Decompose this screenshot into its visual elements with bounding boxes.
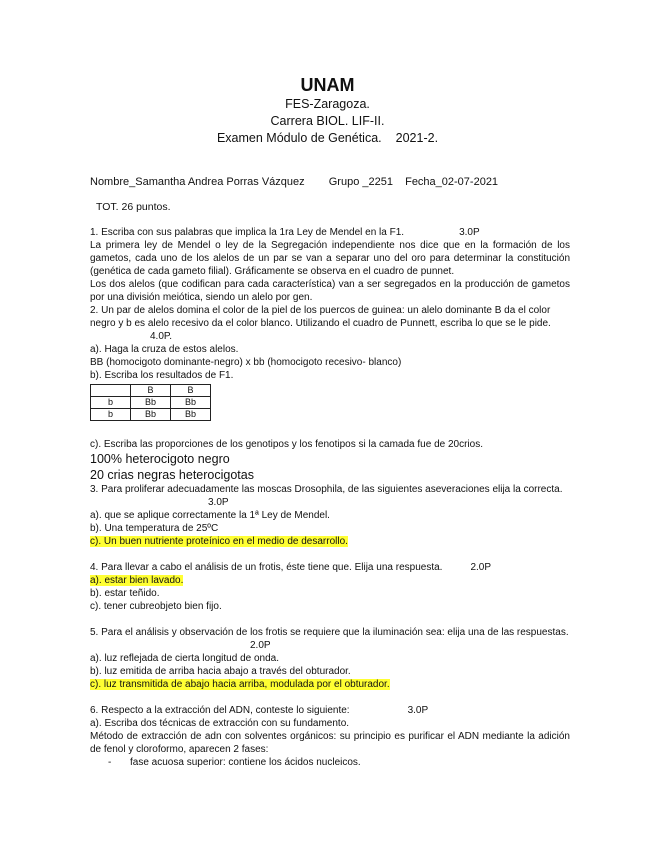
q2-points: 4.0P. [150, 331, 173, 342]
exam-body [90, 175, 570, 769]
q3-option-b: b). Una temperatura de 25ºC [90, 523, 219, 534]
exam-period: 2021-2. [395, 131, 439, 145]
q3-option-c-selected: c). Un buen nutriente proteínico en el medio de desarrollo. [90, 536, 348, 547]
q5-question-text: 5. Para el análisis y observación de los frotis se requiere que la iluminación sea: elija una de las respuestas. [90, 627, 569, 638]
q2-question-text: 2. Un par de alelos domina el color de la piel de los puercos de guinea: un alelo dominante B da el color negro y b es alelo recesivo da el color blanco. Utilizando el cuadro de Punnett, escriba lo que se le pide. [90, 305, 551, 329]
punnett-row [91, 397, 211, 409]
punnett-cell: Bb [171, 397, 211, 409]
q5-points: 2.0P [250, 640, 271, 651]
q1-answer-2: Los dos alelos (que codifican para cada característica) van a ser segregados en la producción de gametos por una división meiótica, siendo un alelo por gen. [90, 279, 570, 303]
q4-option-b: b). estar teñido. [90, 588, 160, 599]
punnett-cell: B [171, 385, 211, 397]
punnett-row [91, 409, 211, 421]
exam-line [0, 130, 655, 147]
q6-points: 3.0P [407, 705, 429, 716]
q2-b: b). Escriba los resultados de F1. [90, 370, 234, 381]
punnett-cell: B [131, 385, 171, 397]
q2-a: a). Haga la cruza de estos alelos. [90, 344, 239, 355]
exam-name: Examen Módulo de Genética. [216, 131, 382, 145]
punnett-cell: Bb [131, 409, 171, 421]
q2-cross: BB (homocigoto dominante-negro) x bb (homocigoto recesivo- blanco) [90, 357, 402, 368]
q2-answer-1: 100% heterocigoto negro [90, 452, 230, 466]
student-info [90, 175, 570, 189]
q4-points: 2.0P [470, 562, 492, 573]
punnett-square [90, 384, 211, 421]
student-name: Nombre_Samantha Andrea Porras Vázquez [90, 176, 305, 188]
q1-question-text: 1. Escriba con sus palabras que implica la 1ra Ley de Mendel en la F1. [90, 227, 405, 238]
q3-points: 3.0P [208, 497, 229, 508]
q3-option-a: a). que se aplique correctamente la 1ª Ley de Mendel. [90, 510, 330, 521]
q6-a: a). Escriba dos técnicas de extracción con su fundamento. [90, 718, 350, 729]
q1-answer-1: La primera ley de Mendel o ley de la Segregación independiente nos dice que en la formación de los gametos, cada uno de los alelos de un par se van a separar uno del oro para determinar la constitución (genética de cada gameto filial). Gráficamente se observa en el cuadro de punnet. [90, 240, 570, 277]
punnett-cell: b [91, 409, 131, 421]
student-date: Fecha_02-07-2021 [405, 176, 499, 188]
punnett-header-row [91, 385, 211, 397]
faculty-line: FES-Zaragoza. [285, 97, 370, 111]
q1-question [90, 226, 570, 239]
q2-c: c). Escriba las proporciones de los genotipos y los fenotipos si la camada fue de 20crios. [90, 439, 483, 450]
q4-question [90, 561, 570, 574]
q4-option-a-selected: a). estar bien lavado. [90, 575, 184, 586]
student-group: Grupo _2251 [328, 176, 393, 188]
q2-question [90, 304, 570, 343]
page-title: UNAM [300, 75, 355, 95]
q6-question-text: 6. Respecto a la extracción del ADN, conteste lo siguiente: [90, 705, 350, 716]
bullet-dash: - [108, 757, 112, 768]
q5-option-b: b). luz emitida de arriba hacia abajo a través del obturador. [90, 666, 351, 677]
career-line: Carrera BIOL. LIF-II. [270, 114, 385, 128]
q5-question [90, 626, 570, 652]
q5-option-c-selected: c). luz transmitida de abajo hacia arriba, modulada por el obturador. [90, 679, 390, 690]
q4-option-c: c). tener cubreobjeto bien fijo. [90, 601, 222, 612]
q1-points: 3.0P [459, 227, 480, 238]
q6-bullet-1-text: fase acuosa superior: contiene los ácidos nucleicos. [130, 757, 361, 768]
punnett-cell: Bb [131, 397, 171, 409]
punnett-cell: b [91, 397, 131, 409]
q2-answer-2: 20 crias negras heterocigotas [90, 468, 254, 482]
punnett-cell: Bb [171, 409, 211, 421]
q6-answer: Método de extracción de adn con solventes orgánicos: su principio es purificar el ADN mediante la adición de fenol y cloroformo, aparecen 2 fases: [90, 731, 570, 755]
exam-header [0, 74, 655, 147]
total-points: TOT. 26 puntos. [96, 201, 171, 213]
punnett-cell [91, 385, 131, 397]
q4-question-text: 4. Para llevar a cabo el análisis de un frotis, éste tiene que. Elija una respuesta. [90, 562, 443, 573]
q3-question [90, 483, 570, 509]
q6-bullet-1 [90, 756, 570, 769]
q6-question [90, 704, 570, 717]
q5-option-a: a). luz reflejada de cierta longitud de onda. [90, 653, 280, 664]
q3-question-text: 3. Para proliferar adecuadamente las moscas Drosophila, de las siguientes aseveraciones elija la correcta. [90, 484, 563, 495]
